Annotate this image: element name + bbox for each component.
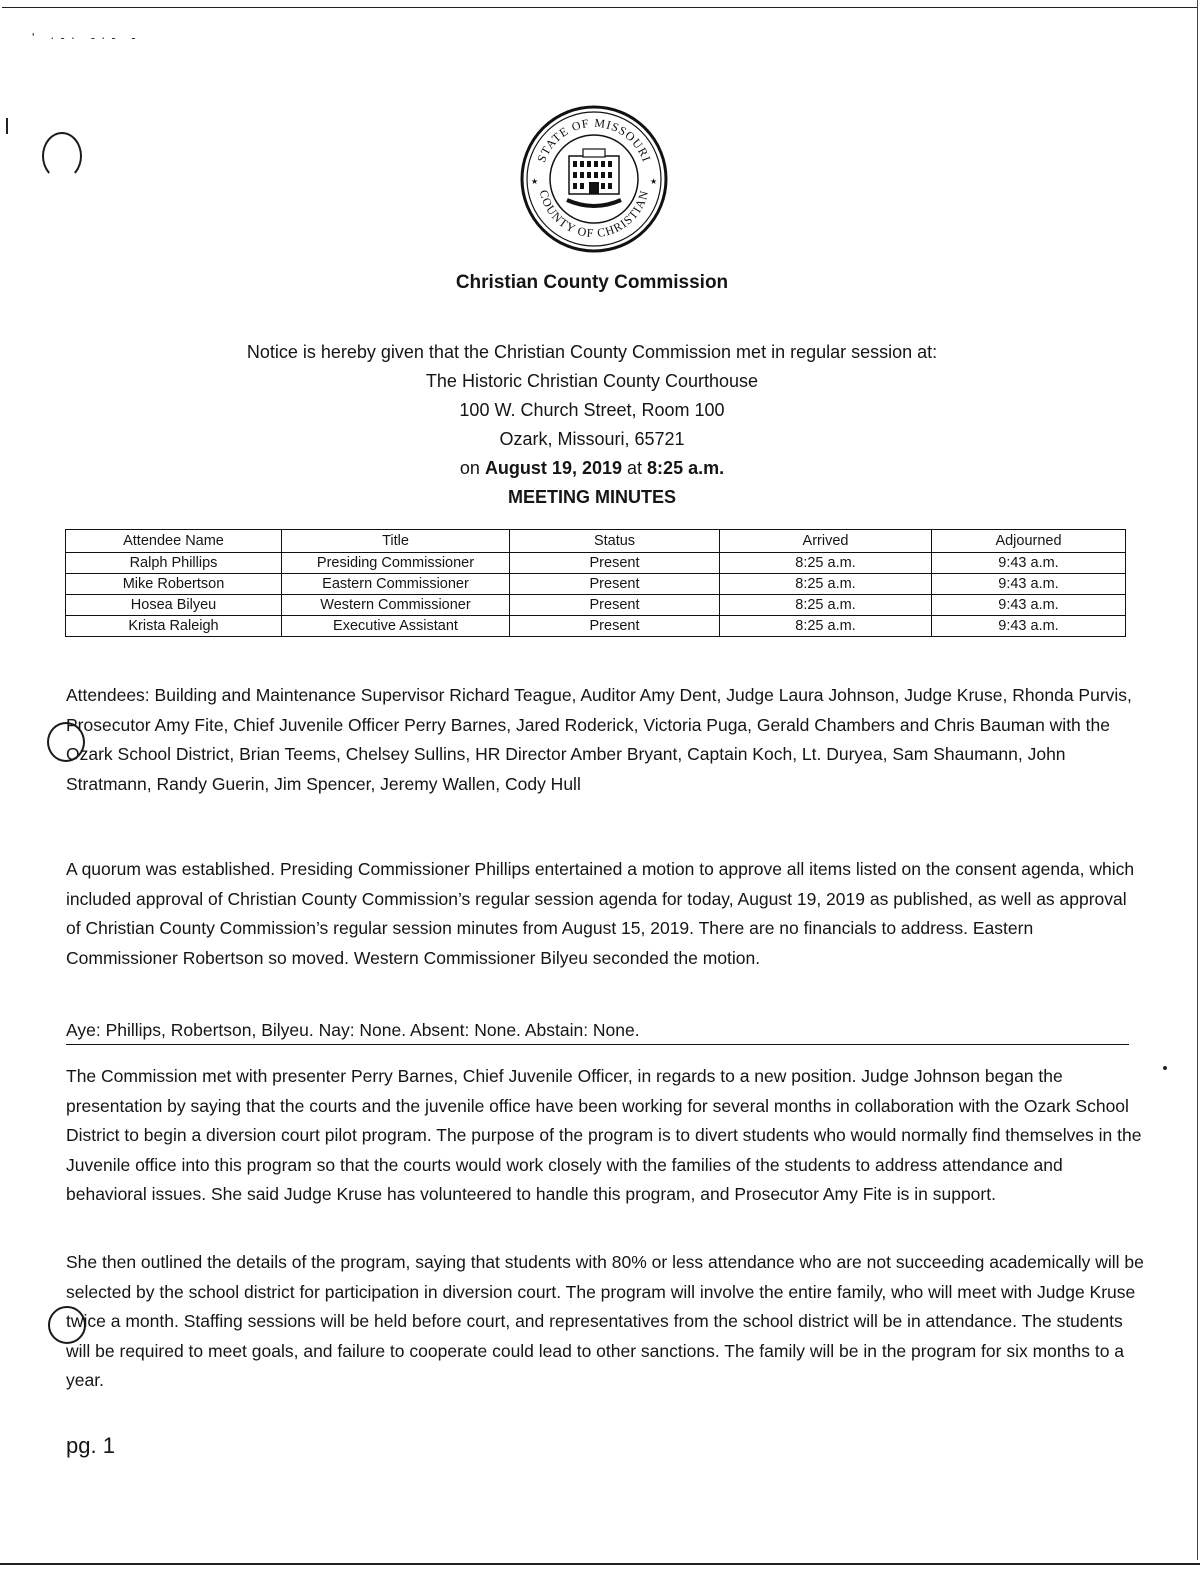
table-cell: 9:43 a.m.	[932, 616, 1126, 637]
table-cell: Eastern Commissioner	[282, 574, 510, 595]
city-address: Ozark, Missouri, 65721	[499, 429, 685, 449]
scan-edge-top	[2, 7, 1198, 8]
table-cell: Present	[510, 616, 720, 637]
meeting-date: August 19, 2019	[484, 458, 622, 478]
column-header: Status	[510, 530, 720, 553]
meeting-time: 8:25 a.m.	[647, 458, 725, 478]
scan-specks: ' ·-· -·- -	[32, 30, 142, 45]
table-cell: Krista Raleigh	[66, 616, 282, 637]
section-divider	[66, 1044, 1129, 1045]
table-row	[66, 574, 1126, 595]
table-cell: Ralph Phillips	[66, 553, 282, 574]
punch-hole-top	[42, 132, 82, 180]
table-cell: 8:25 a.m.	[720, 595, 932, 616]
table-cell: 9:43 a.m.	[932, 574, 1126, 595]
table-cell: Executive Assistant	[282, 616, 510, 637]
meeting-date-line	[0, 454, 1184, 483]
notice-line: Notice is hereby given that the Christian County Commission met in regular session at:	[246, 342, 938, 362]
page-title: Christian County Commission	[455, 272, 729, 293]
scan-mark	[6, 118, 8, 134]
presentation-paragraph: The Commission met with presenter Perry Barnes, Chief Juvenile Officer, in regards to a new position. Judge Johnson began the presentation by saying that the courts and the juvenile office have been working for several months in collaboration with the Ozark School District to begin a diversion court pilot program. The purpose of the program is to divert students who would normally find themselves in the Juvenile office into this program so that the courts would work closely with the families of the students to address attendance and behavioral issues. She said Judge Kruse has volunteered to handle this program, and Prosecutor Amy Fite is in support.	[66, 1066, 1142, 1204]
table-header-row	[66, 530, 1126, 553]
quorum-paragraph: A quorum was established. Presiding Commissioner Phillips entertained a motion to approve all items listed on the consent agenda, which included approval of Christian County Commission’s regular session agenda for today, August 19, 2019 as published, as well as approval of Christian County Commission’s regular session minutes from August 15, 2019. There are no financials to address. Eastern Commissioner Robertson so moved. Western Commissioner Bilyeu seconded the motion.	[66, 859, 1135, 968]
scan-dot	[1163, 1066, 1167, 1070]
table-cell: Presiding Commissioner	[282, 553, 510, 574]
table-cell: 8:25 a.m.	[720, 616, 932, 637]
table-cell: Present	[510, 595, 720, 616]
vote-line: Aye: Phillips, Robertson, Bilyeu. Nay: None. Absent: None. Abstain: None.	[66, 1020, 640, 1040]
date-prefix: on	[459, 458, 480, 478]
attendance-table	[65, 529, 1126, 637]
table-cell: Present	[510, 574, 720, 595]
county-seal	[519, 104, 669, 254]
table-cell: Hosea Bilyeu	[66, 595, 282, 616]
table-cell: 9:43 a.m.	[932, 553, 1126, 574]
seal-top-text: STATE OF MISSOURI	[534, 115, 654, 165]
table-cell: 8:25 a.m.	[720, 574, 932, 595]
at-word: at	[627, 458, 643, 478]
meeting-notice	[0, 338, 1184, 512]
table-cell: Mike Robertson	[66, 574, 282, 595]
table-row	[66, 553, 1126, 574]
table-row	[66, 595, 1126, 616]
table-cell: Western Commissioner	[282, 595, 510, 616]
courthouse-icon	[567, 149, 621, 206]
column-header: Arrived	[720, 530, 932, 553]
document-type: MEETING MINUTES	[507, 487, 676, 507]
program-details-paragraph: She then outlined the details of the program, saying that students with 80% or less attendance who are not succeeding academically will be selected by the school district for participation in diversion court. The program will involve the entire family, who will meet with Judge Kruse twice a month. Staffing sessions will be held before court, and representatives from the school district will be in attendance. The students will be required to meet goals, and failure to cooperate could lead to other sanctions. The family will be in the program for six months to a year.	[66, 1252, 1144, 1390]
venue: The Historic Christian County Courthouse	[425, 371, 759, 391]
table-cell: 9:43 a.m.	[932, 595, 1126, 616]
column-header: Adjourned	[932, 530, 1126, 553]
table-cell: 8:25 a.m.	[720, 553, 932, 574]
scan-edge-right	[1197, 0, 1198, 1560]
page-number: pg. 1	[66, 1433, 115, 1458]
seal-star-left-icon: ★	[531, 177, 539, 186]
seal-star-right-icon: ★	[650, 177, 658, 186]
table-cell: Present	[510, 553, 720, 574]
table-row	[66, 616, 1126, 637]
seal-bottom-text: COUNTY OF CHRISTIAN	[536, 188, 652, 241]
attendees-paragraph: Attendees: Building and Maintenance Supervisor Richard Teague, Auditor Amy Dent, Judge Laura Johnson, Judge Kruse, Rhonda Purvis, Prosecutor Amy Fite, Chief Juvenile Officer Perry Barnes, Jared Roderick, Victoria Puga, Gerald Chambers and Chris Bauman with the Ozark School District, Brian Teems, Chelsey Sullins, HR Director Amber Bryant, Captain Koch, Lt. Duryea, Sam Shaumann, John Stratmann, Randy Guerin, Jim Spencer, Jeremy Wallen, Cody Hull	[66, 685, 1132, 794]
column-header: Title	[282, 530, 510, 553]
column-header: Attendee Name	[66, 530, 282, 553]
scan-edge-bottom	[0, 1563, 1200, 1565]
street-address: 100 W. Church Street, Room 100	[459, 400, 725, 420]
